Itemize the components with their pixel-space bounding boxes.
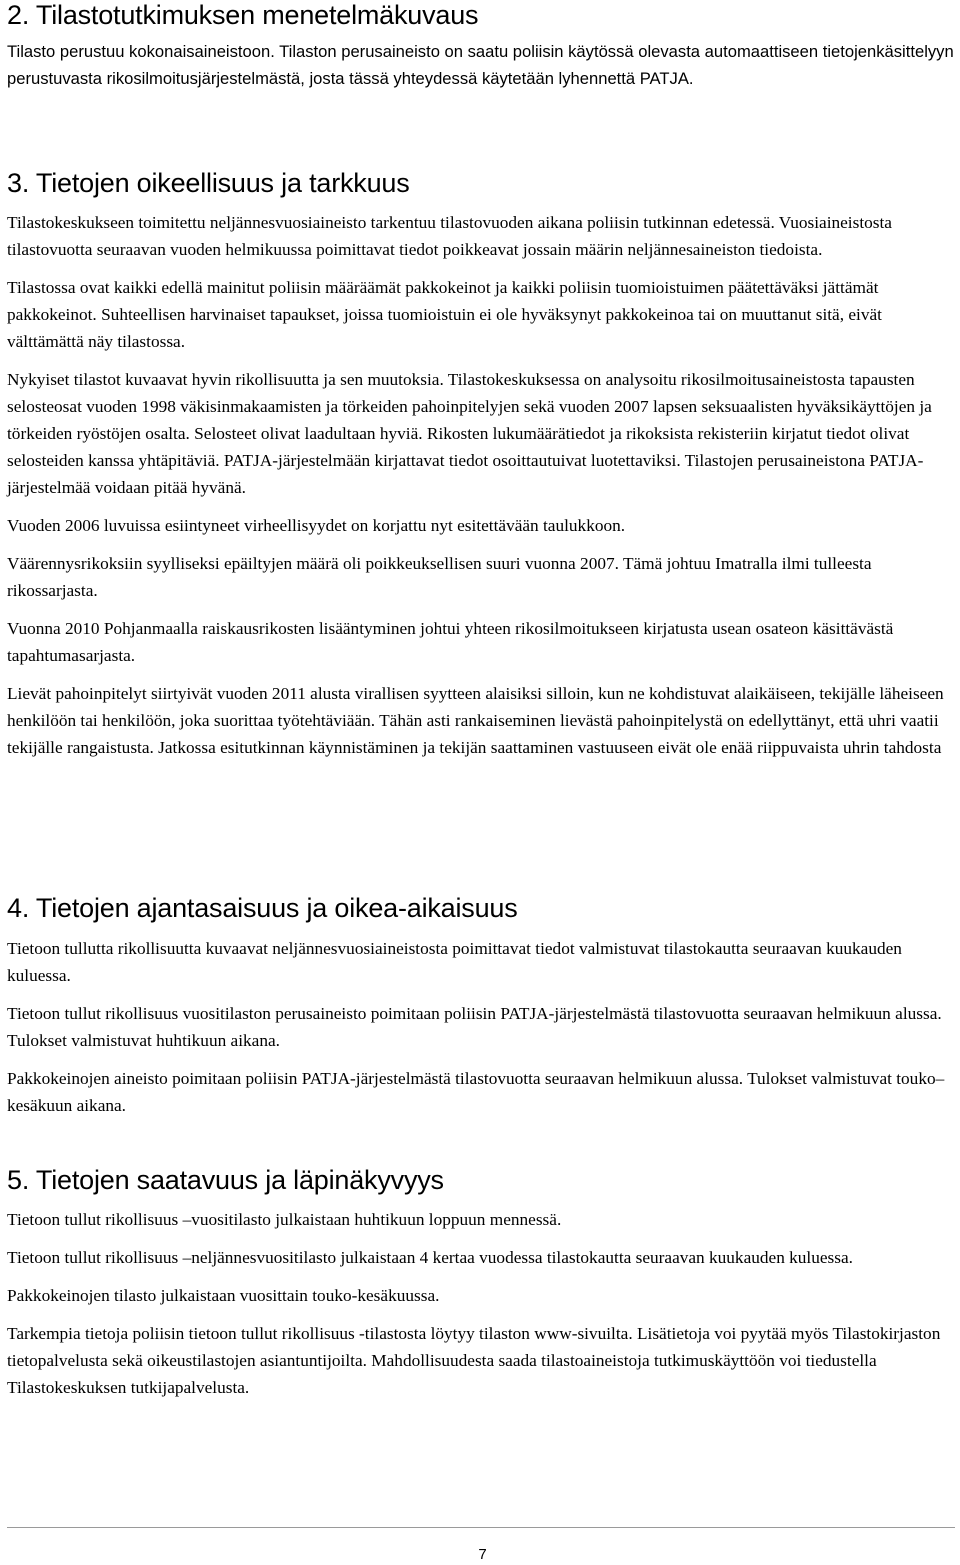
page-number: 7	[478, 1546, 487, 1563]
paragraph: Vuoden 2006 luvuissa esiintyneet virheellisyydet on korjattu nyt esitettävään taulukkoon.	[7, 516, 626, 535]
section-body	[7, 935, 957, 1119]
paragraph: Tietoon tullut rikollisuus vuositilaston perusaineisto poimitaan poliisin PATJA-järjestelmästä tilastovuotta seuraavan helmikuun alussa. Tulokset valmistuvat huhtikuun aikana.	[7, 1004, 942, 1050]
section-heading: 5. Tietojen saatavuus ja läpinäkyvyys	[7, 1165, 444, 1195]
paragraph: Tarkempia tietoja poliisin tietoon tullut rikollisuus -tilastosta löytyy tilaston www-sivuilta. Lisätietoja voi pyytää myös Tilastokirjaston tietopalvelusta sekä oikeustilastojen asiantuntijoilta. Mahdollisuudesta saada tilastoaineistoja tutkimuskäyttöön voi tiedustella Tilastokeskuksen tutkijapalvelusta.	[7, 1324, 941, 1397]
section-heading: 4. Tietojen ajantasaisuus ja oikea-aikaisuus	[7, 893, 518, 923]
footer-divider	[7, 1527, 955, 1528]
section-heading: 2. Tilastotutkimuksen menetelmäkuvaus	[7, 0, 479, 30]
paragraph: Tietoon tullut rikollisuus –neljännesvuositilasto julkaistaan 4 kertaa vuodessa tilastokautta seuraavan kuukauden kuluessa.	[7, 1248, 853, 1267]
section-heading: 3. Tietojen oikeellisuus ja tarkkuus	[7, 168, 410, 198]
paragraph: Vuonna 2010 Pohjanmaalla raiskausrikosten lisääntyminen johtui yhteen rikosilmoitukseen kirjatusta usean osateon käsittävästä tapahtumasarjasta.	[7, 619, 894, 665]
paragraph: Tietoon tullut rikollisuus –vuositilasto julkaistaan huhtikuun loppuun mennessä.	[7, 1210, 562, 1229]
paragraph: Pakkokeinojen aineisto poimitaan poliisin PATJA-järjestelmästä tilastovuotta seuraavan helmikuun alussa. Tulokset valmistuvat touko–kesäkuun aikana.	[7, 1069, 945, 1115]
paragraph: Nykyiset tilastot kuvaavat hyvin rikollisuutta ja sen muutoksia. Tilastokeskuksessa on analysoitu rikosilmoitusaineistosta tapausten selosteosat vuoden 1998 väkisinmakaamisten ja törkeiden pahoinpitelyjen sekä vuoden 2007 lapsen seksuaalisten hyväksikäyttöjen ja törkeiden ryöstöjen osalta. Selosteet olivat laadultaan hyviä. Rikosten lukumäärätiedot ja rikoksista rekisteriin kirjatut tiedot olivat selosteiden kanssa yhtäpitäviä. PATJA-järjestelmään kirjattavat tiedot osoittautuivat luotettaviksi. Tilastojen perusaineistona PATJA-järjestelmää voidaan pitää hyvänä.	[7, 370, 932, 497]
paragraph: Tietoon tullutta rikollisuutta kuvaavat neljännesvuosiaineistosta poimittavat tiedot valmistuvat tilastokautta seuraavan kuukauden kuluessa.	[7, 939, 902, 985]
section-body	[7, 209, 957, 761]
section-body	[7, 38, 957, 92]
paragraph: Tilasto perustuu kokonaisaineistoon. Tilaston perusaineisto on saatu poliisin käytössä olevasta automaattiseen tietojenkäsittelyyn perustuvasta rikosilmoitusjärjestelmästä, josta tässä yhteydessä käytetään lyhennettä PATJA.	[7, 42, 954, 88]
section-body	[7, 1206, 957, 1401]
paragraph: Pakkokeinojen tilasto julkaistaan vuosittain touko-kesäkuussa.	[7, 1286, 440, 1305]
paragraph: Tilastokeskukseen toimitettu neljännesvuosiaineisto tarkentuu tilastovuoden aikana poliisin tutkinnan edetessä. Vuosiaineistosta tilastovuotta seuraavan vuoden helmikuussa poimittavat tiedot poikkeavat jossain määrin neljännesaineiston tiedoista.	[7, 213, 892, 259]
paragraph: Lievät pahoinpitelyt siirtyivät vuoden 2011 alusta virallisen syytteen alaisiksi silloin, kun ne kohdistuvat alaikäiseen, tekijälle läheiseen henkilöön tai henkilöön, joka suorittaa työtehtäviään. Tähän asti rankaiseminen lievästä pahoinpitelystä on edellyttänyt, että uhri vaatii tekijälle rangaistusta. Jatkossa esitutkinnan käynnistäminen ja tekijän saattaminen vastuuseen eivät ole enää riippuvaista uhrin tahdosta	[7, 684, 944, 757]
paragraph: Tilastossa ovat kaikki edellä mainitut poliisin määräämät pakkokeinot ja kaikki poliisin tuomioistuimen päätettäväksi jättämät pakkokeinot. Suhteellisen harvinaiset tapaukset, joissa tuomioistuin ei ole hyväksynyt pakkokeinoa tai on muuttanut sitä, eivät välttämättä näy tilastossa.	[7, 278, 882, 351]
paragraph: Väärennysrikoksiin syylliseksi epäiltyjen määrä oli poikkeuksellisen suuri vuonna 2007. Tämä johtuu Imatralla ilmi tulleesta rikossarjasta.	[7, 554, 872, 600]
